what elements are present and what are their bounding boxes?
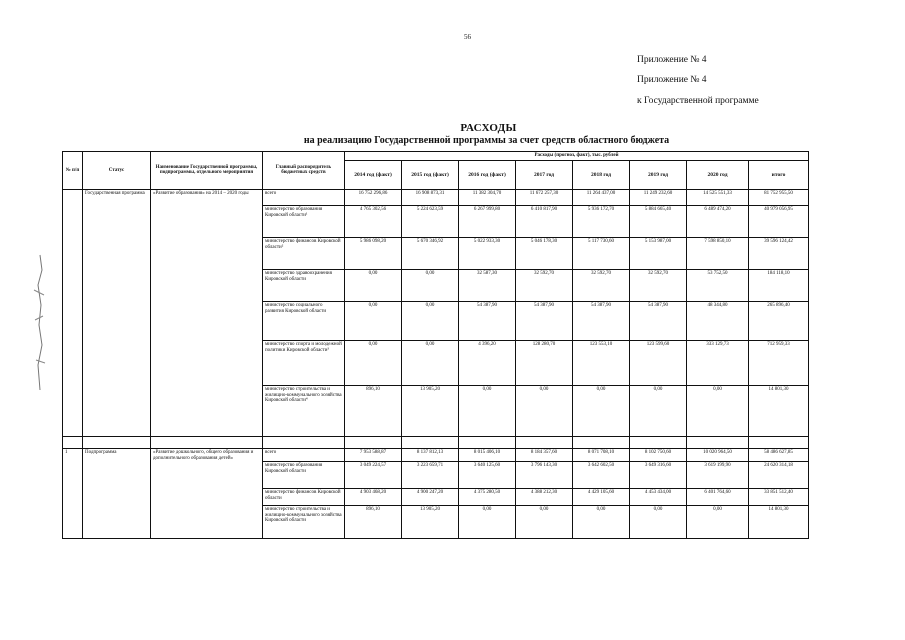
- value-cell: 0,00: [402, 301, 459, 340]
- value-cell: 5 046 178,30: [516, 237, 573, 269]
- appendix-line-1: Приложение № 4: [637, 55, 707, 65]
- value-cell: 3 619 199,90: [687, 461, 749, 488]
- program-name-cell: «Развитие дошкольного, общего образования и дополнительного образования детей»: [151, 448, 263, 538]
- value-cell: 3 649 316,60: [630, 461, 687, 488]
- value-cell: 11 382 304,70: [459, 189, 516, 205]
- value-cell: 5 022 933,30: [459, 237, 516, 269]
- value-cell: 48 344,80: [687, 301, 749, 340]
- admin-cell: всего: [263, 189, 345, 205]
- value-cell: 6 410 817,90: [516, 205, 573, 237]
- value-cell: 4 396,20: [459, 340, 516, 385]
- value-cell: 3 796 143,30: [516, 461, 573, 488]
- value-cell: 0,00: [459, 505, 516, 538]
- document-title: РАСХОДЫ: [460, 122, 517, 134]
- program-name-cell: «Развитие образования» на 2014 – 2020 годы: [151, 189, 263, 436]
- admin-cell: министерство социального развития Кировской области: [263, 301, 345, 340]
- value-cell: 8 137 812,13: [402, 448, 459, 461]
- value-cell: 54 387,90: [459, 301, 516, 340]
- row-number-cell: 1: [63, 448, 83, 538]
- header-year: 2015 год (факт): [402, 160, 459, 189]
- value-cell: 0,00: [345, 301, 402, 340]
- value-cell: 5 224 623,59: [402, 205, 459, 237]
- spacer-cell: [573, 436, 630, 448]
- value-cell: 10 020 964,50: [687, 448, 749, 461]
- appendix-line-3: к Государственной программе: [637, 96, 759, 106]
- value-cell: 11 264 437,00: [573, 189, 630, 205]
- value-cell: 0,00: [402, 340, 459, 385]
- value-cell: 0,00: [345, 340, 402, 385]
- header-year: 2017 год: [516, 160, 573, 189]
- value-cell: 32 592,70: [573, 269, 630, 301]
- value-cell: 14 525 551,33: [687, 189, 749, 205]
- admin-cell: министерство образования Кировской области: [263, 461, 345, 488]
- value-cell: 4 903 468,20: [345, 488, 402, 505]
- value-cell: 4 429 105,60: [573, 488, 630, 505]
- value-cell: 3 223 659,71: [402, 461, 459, 488]
- value-cell: 6 489 474,20: [687, 205, 749, 237]
- spacer-cell: [345, 436, 402, 448]
- spacer-cell: [263, 436, 345, 448]
- table-spacer-row: [63, 436, 809, 448]
- status-cell: Подпрограмма: [83, 448, 151, 538]
- value-cell: 3 640 125,60: [459, 461, 516, 488]
- value-cell: 8 071 708,10: [573, 448, 630, 461]
- total-value-cell: 58 486 627,85: [749, 448, 809, 461]
- value-cell: 5 670 346,92: [402, 237, 459, 269]
- appendix-line-2: Приложение № 4: [637, 75, 707, 85]
- value-cell: 0,00: [516, 385, 573, 436]
- header-status: Статус: [83, 152, 151, 190]
- spacer-cell: [63, 436, 83, 448]
- value-cell: 128 280,70: [516, 340, 573, 385]
- total-value-cell: 184 118,10: [749, 269, 809, 301]
- value-cell: 8 102 750,60: [630, 448, 687, 461]
- row-number-cell: [63, 189, 83, 436]
- value-cell: 0,00: [687, 505, 749, 538]
- header-year: 2020 год: [687, 160, 749, 189]
- value-cell: 54 387,90: [516, 301, 573, 340]
- value-cell: 8 015 406,10: [459, 448, 516, 461]
- value-cell: 4 388 212,30: [516, 488, 573, 505]
- total-value-cell: 24 620 314,18: [749, 461, 809, 488]
- value-cell: 6 401 764,60: [687, 488, 749, 505]
- header-year: 2019 год: [630, 160, 687, 189]
- value-cell: 123 599,60: [630, 340, 687, 385]
- value-cell: 896,10: [345, 505, 402, 538]
- value-cell: 0,00: [459, 385, 516, 436]
- spacer-cell: [151, 436, 263, 448]
- margin-stamp-marks: [30, 250, 50, 400]
- spacer-cell: [687, 436, 749, 448]
- value-cell: 54 387,90: [573, 301, 630, 340]
- header-expenses: Расходы (прогноз, факт), тыс. рублей: [345, 152, 809, 161]
- value-cell: 7 598 850,10: [687, 237, 749, 269]
- value-cell: 4 765 302,56: [345, 205, 402, 237]
- table-header-row: [63, 152, 809, 161]
- spacer-cell: [749, 436, 809, 448]
- total-value-cell: 81 752 955,50: [749, 189, 809, 205]
- total-value-cell: 39 596 124,42: [749, 237, 809, 269]
- value-cell: 4 375 280,50: [459, 488, 516, 505]
- admin-cell: всего: [263, 448, 345, 461]
- header-name: Наименование Государственной программы, подпрограммы, отдельного мероприятия: [151, 152, 263, 190]
- value-cell: 0,00: [345, 269, 402, 301]
- header-admin: Главный распорядитель бюджетных средств: [263, 152, 345, 190]
- value-cell: 0,00: [687, 385, 749, 436]
- value-cell: 3 642 602,50: [573, 461, 630, 488]
- value-cell: 0,00: [402, 269, 459, 301]
- admin-cell: министерство строительства и жилищно-коммунального хозяйства Кировской области: [263, 505, 345, 538]
- value-cell: 0,00: [630, 385, 687, 436]
- table-row: [63, 448, 809, 461]
- value-cell: 0,00: [573, 385, 630, 436]
- value-cell: 16 908 873,31: [402, 189, 459, 205]
- admin-cell: министерство строительства и жилищно-коммунального хозяйства Кировской области⁴: [263, 385, 345, 436]
- value-cell: 54 387,90: [630, 301, 687, 340]
- value-cell: 5 936 172,70: [573, 205, 630, 237]
- spacer-cell: [516, 436, 573, 448]
- header-year: 2018 год: [573, 160, 630, 189]
- admin-cell: министерство финансов Кировской области²: [263, 237, 345, 269]
- value-cell: 32 592,70: [630, 269, 687, 301]
- value-cell: 5 117 730,60: [573, 237, 630, 269]
- header-year: 2014 год (факт): [345, 160, 402, 189]
- spacer-cell: [630, 436, 687, 448]
- value-cell: 4 453 434,00: [630, 488, 687, 505]
- admin-cell: министерство спорта и молодежной политики Кировской области³: [263, 340, 345, 385]
- value-cell: 13 905,20: [402, 385, 459, 436]
- value-cell: 32 587,30: [459, 269, 516, 301]
- table-body: [63, 189, 809, 538]
- spacer-cell: [83, 436, 151, 448]
- status-cell: Государственная программа: [83, 189, 151, 436]
- total-value-cell: 712 959,33: [749, 340, 809, 385]
- header-total: итого: [749, 160, 809, 189]
- value-cell: 16 752 296,86: [345, 189, 402, 205]
- document-subtitle: на реализацию Государственной программы за счет средств областного бюджета: [303, 135, 670, 146]
- admin-cell: министерство образования Кировской области¹: [263, 205, 345, 237]
- admin-cell: министерство финансов Кировской области: [263, 488, 345, 505]
- value-cell: 5 884 665,40: [630, 205, 687, 237]
- total-value-cell: 40 979 056,95: [749, 205, 809, 237]
- page-number: 56: [464, 33, 471, 41]
- value-cell: 0,00: [516, 505, 573, 538]
- value-cell: 4 900 247,20: [402, 488, 459, 505]
- table-row: [63, 189, 809, 205]
- value-cell: 3 049 224,57: [345, 461, 402, 488]
- margin-scribble-icon: [30, 250, 50, 400]
- admin-cell: министерство здравоохранения Кировской области: [263, 269, 345, 301]
- spacer-cell: [459, 436, 516, 448]
- value-cell: 0,00: [573, 505, 630, 538]
- value-cell: 896,10: [345, 385, 402, 436]
- value-cell: 0,00: [630, 505, 687, 538]
- value-cell: 333 129,73: [687, 340, 749, 385]
- header-year: 2016 год (факт): [459, 160, 516, 189]
- header-number: № п/п: [63, 152, 83, 190]
- value-cell: 53 752,50: [687, 269, 749, 301]
- total-value-cell: 33 851 512,40: [749, 488, 809, 505]
- value-cell: 11 672 257,30: [516, 189, 573, 205]
- total-value-cell: 265 896,40: [749, 301, 809, 340]
- value-cell: 5 986 098,20: [345, 237, 402, 269]
- value-cell: 11 249 232,60: [630, 189, 687, 205]
- value-cell: 13 905,20: [402, 505, 459, 538]
- value-cell: 8 184 357,60: [516, 448, 573, 461]
- value-cell: 5 153 987,00: [630, 237, 687, 269]
- total-value-cell: 14 801,30: [749, 385, 809, 436]
- value-cell: 32 592,70: [516, 269, 573, 301]
- value-cell: 123 553,10: [573, 340, 630, 385]
- total-value-cell: 14 801,30: [749, 505, 809, 538]
- value-cell: 7 953 588,87: [345, 448, 402, 461]
- spacer-cell: [402, 436, 459, 448]
- value-cell: 6 267 999,80: [459, 205, 516, 237]
- expenses-table: [62, 151, 809, 539]
